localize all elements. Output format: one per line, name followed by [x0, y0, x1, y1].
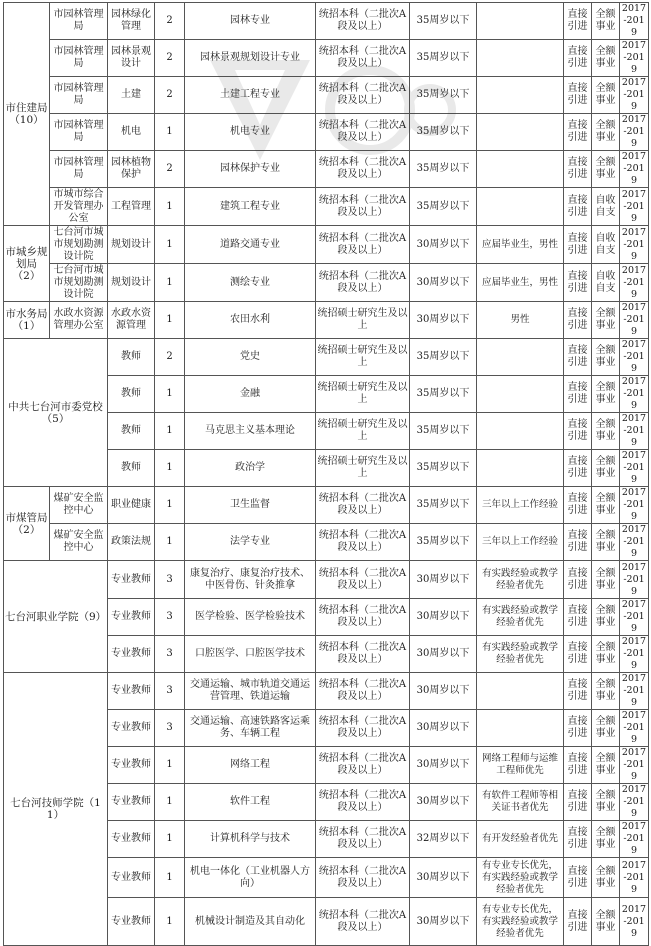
count-cell: 3	[155, 710, 185, 747]
education-cell: 统招本科（二批次A段及以上）	[316, 561, 410, 599]
method-cell: 直接引进	[564, 599, 592, 636]
post-cell: 专业教师	[108, 636, 155, 673]
funding-cell: 全额事业	[592, 710, 620, 747]
education-cell: 统招本科（二批次A段及以上）	[316, 188, 410, 226]
condition-cell	[477, 710, 564, 747]
major-cell: 机械设计制造及其自动化	[185, 898, 316, 946]
department-cell: 市水务局（1）	[4, 302, 50, 339]
count-cell: 1	[155, 524, 185, 561]
education-cell: 统招本科（二批次A段及以上）	[316, 821, 410, 858]
years-cell: 2017-2019	[620, 821, 649, 858]
years-cell: 2017-2019	[620, 673, 649, 710]
education-cell: 统招本科（二批次A段及以上）	[316, 636, 410, 673]
funding-cell: 全额事业	[592, 40, 620, 77]
years-cell: 2017-2019	[620, 188, 649, 226]
count-cell: 2	[155, 339, 185, 376]
major-cell: 交通运输、城市轨道交通运营管理、铁道运输	[185, 673, 316, 710]
years-cell: 2017-2019	[620, 858, 649, 898]
years-cell: 2017-2019	[620, 413, 649, 450]
funding-cell: 全额事业	[592, 114, 620, 151]
education-cell: 统招本科（二批次A段及以上）	[316, 3, 410, 40]
table-row	[4, 114, 649, 151]
education-cell: 统招本科（二批次A段及以上）	[316, 673, 410, 710]
count-cell: 1	[155, 264, 185, 302]
condition-cell: 有实践经验或教学经验者优先	[477, 636, 564, 673]
funding-cell: 全额事业	[592, 858, 620, 898]
major-cell: 党史	[185, 339, 316, 376]
education-cell: 统招本科（二批次A段及以上）	[316, 710, 410, 747]
table-row	[4, 226, 649, 264]
count-cell: 1	[155, 858, 185, 898]
major-cell: 卫生监督	[185, 487, 316, 524]
condition-cell	[477, 3, 564, 40]
method-cell: 直接引进	[564, 376, 592, 413]
major-cell: 法学专业	[185, 524, 316, 561]
count-cell: 1	[155, 898, 185, 946]
table-row	[4, 302, 649, 339]
condition-cell: 有软件工程师等相关证书者优先	[477, 784, 564, 821]
education-cell: 统招硕士研究生及以上	[316, 376, 410, 413]
major-cell: 计算机科学与技术	[185, 821, 316, 858]
method-cell: 直接引进	[564, 710, 592, 747]
years-cell: 2017-2019	[620, 40, 649, 77]
method-cell: 直接引进	[564, 3, 592, 40]
post-cell: 专业教师	[108, 561, 155, 599]
table-row	[4, 3, 649, 40]
post-cell: 专业教师	[108, 784, 155, 821]
department-cell: 市住建局（10）	[4, 3, 50, 226]
funding-cell: 全额事业	[592, 898, 620, 946]
department-cell: 市煤管局（2）	[4, 487, 50, 561]
funding-cell: 自收自支	[592, 264, 620, 302]
funding-cell: 自收自支	[592, 188, 620, 226]
major-cell: 政治学	[185, 450, 316, 487]
age-cell: 35周岁以下	[410, 524, 477, 561]
recruitment-table	[3, 2, 649, 946]
method-cell: 直接引进	[564, 40, 592, 77]
age-cell: 30周岁以下	[410, 636, 477, 673]
count-cell: 1	[155, 821, 185, 858]
years-cell: 2017-2019	[620, 264, 649, 302]
age-cell: 35周岁以下	[410, 151, 477, 188]
years-cell: 2017-2019	[620, 487, 649, 524]
funding-cell: 全额事业	[592, 784, 620, 821]
major-cell: 道路交通专业	[185, 226, 316, 264]
condition-cell: 三年以上工作经验	[477, 524, 564, 561]
method-cell: 直接引进	[564, 302, 592, 339]
unit-cell: 市园林管理局	[50, 151, 108, 188]
age-cell: 30周岁以下	[410, 784, 477, 821]
funding-cell: 全额事业	[592, 413, 620, 450]
table-row	[4, 77, 649, 114]
years-cell: 2017-2019	[620, 339, 649, 376]
years-cell: 2017-2019	[620, 524, 649, 561]
post-cell: 规划设计	[108, 226, 155, 264]
major-cell: 土建工程专业	[185, 77, 316, 114]
unit-cell: 市园林管理局	[50, 77, 108, 114]
major-cell: 医学检验、医学检验技术	[185, 599, 316, 636]
post-cell: 园林绿化管理	[108, 3, 155, 40]
condition-cell: 应届毕业生，男性	[477, 264, 564, 302]
post-cell: 专业教师	[108, 599, 155, 636]
education-cell: 统招本科（二批次A段及以上）	[316, 226, 410, 264]
post-cell: 专业教师	[108, 747, 155, 784]
count-cell: 1	[155, 413, 185, 450]
department-cell: 七台河技师学院（11）	[4, 673, 108, 946]
count-cell: 1	[155, 784, 185, 821]
condition-cell: 有专业专长优先，有实践经验或教学经验者优先	[477, 898, 564, 946]
age-cell: 35周岁以下	[410, 3, 477, 40]
major-cell: 金融	[185, 376, 316, 413]
department-cell: 市城乡规划局（2）	[4, 226, 50, 302]
education-cell: 统招本科（二批次A段及以上）	[316, 898, 410, 946]
method-cell: 直接引进	[564, 784, 592, 821]
unit-cell: 市园林管理局	[50, 114, 108, 151]
years-cell: 2017-2019	[620, 77, 649, 114]
education-cell: 统招本科（二批次A段及以上）	[316, 599, 410, 636]
count-cell: 2	[155, 40, 185, 77]
age-cell: 35周岁以下	[410, 339, 477, 376]
unit-cell: 七台河市城市规划勘测设计院	[50, 226, 108, 264]
post-cell: 工程管理	[108, 188, 155, 226]
method-cell: 直接引进	[564, 636, 592, 673]
age-cell: 35周岁以下	[410, 77, 477, 114]
condition-cell: 有实践经验或教学经验者优先	[477, 599, 564, 636]
count-cell: 2	[155, 77, 185, 114]
age-cell: 30周岁以下	[410, 264, 477, 302]
major-cell: 农田水利	[185, 302, 316, 339]
method-cell: 直接引进	[564, 226, 592, 264]
major-cell: 交通运输、高速铁路客运乘务、车辆工程	[185, 710, 316, 747]
years-cell: 2017-2019	[620, 114, 649, 151]
condition-cell: 应届毕业生，男性	[477, 226, 564, 264]
funding-cell: 全额事业	[592, 636, 620, 673]
table-row	[4, 487, 649, 524]
age-cell: 30周岁以下	[410, 226, 477, 264]
education-cell: 统招硕士研究生及以上	[316, 302, 410, 339]
post-cell: 规划设计	[108, 264, 155, 302]
age-cell: 35周岁以下	[410, 40, 477, 77]
post-cell: 园林景观设计	[108, 40, 155, 77]
age-cell: 30周岁以下	[410, 302, 477, 339]
funding-cell: 全额事业	[592, 77, 620, 114]
table-row	[4, 188, 649, 226]
funding-cell: 全额事业	[592, 151, 620, 188]
years-cell: 2017-2019	[620, 226, 649, 264]
education-cell: 统招本科（二批次A段及以上）	[316, 151, 410, 188]
count-cell: 1	[155, 226, 185, 264]
post-cell: 教师	[108, 339, 155, 376]
method-cell: 直接引进	[564, 339, 592, 376]
age-cell: 30周岁以下	[410, 561, 477, 599]
unit-cell: 七台河市城市规划勘测设计院	[50, 264, 108, 302]
method-cell: 直接引进	[564, 188, 592, 226]
count-cell: 1	[155, 188, 185, 226]
unit-cell: 煤矿安全监控中心	[50, 524, 108, 561]
funding-cell: 全额事业	[592, 821, 620, 858]
education-cell: 统招本科（二批次A段及以上）	[316, 40, 410, 77]
major-cell: 口腔医学、口腔医学技术	[185, 636, 316, 673]
method-cell: 直接引进	[564, 561, 592, 599]
years-cell: 2017-2019	[620, 450, 649, 487]
funding-cell: 全额事业	[592, 673, 620, 710]
unit-cell: 市城市综合开发管理办公室	[50, 188, 108, 226]
table-row	[4, 561, 649, 599]
age-cell: 35周岁以下	[410, 487, 477, 524]
years-cell: 2017-2019	[620, 636, 649, 673]
table-row	[4, 151, 649, 188]
count-cell: 1	[155, 487, 185, 524]
method-cell: 直接引进	[564, 450, 592, 487]
major-cell: 机电专业	[185, 114, 316, 151]
condition-cell	[477, 40, 564, 77]
method-cell: 直接引进	[564, 264, 592, 302]
count-cell: 3	[155, 561, 185, 599]
age-cell: 35周岁以下	[410, 413, 477, 450]
years-cell: 2017-2019	[620, 898, 649, 946]
condition-cell: 有实践经验或教学经验者优先	[477, 561, 564, 599]
major-cell: 园林保护专业	[185, 151, 316, 188]
method-cell: 直接引进	[564, 524, 592, 561]
condition-cell	[477, 339, 564, 376]
age-cell: 30周岁以下	[410, 710, 477, 747]
method-cell: 直接引进	[564, 858, 592, 898]
table-row	[4, 524, 649, 561]
condition-cell: 有专业专长优先，有实践经验或教学经验者优先	[477, 858, 564, 898]
education-cell: 统招本科（二批次A段及以上）	[316, 487, 410, 524]
method-cell: 直接引进	[564, 747, 592, 784]
education-cell: 统招硕士研究生及以上	[316, 450, 410, 487]
count-cell: 1	[155, 450, 185, 487]
major-cell: 康复治疗、康复治疗技术、中医骨伤、针灸推拿	[185, 561, 316, 599]
age-cell: 30周岁以下	[410, 858, 477, 898]
education-cell: 统招本科（二批次A段及以上）	[316, 524, 410, 561]
condition-cell	[477, 376, 564, 413]
years-cell: 2017-2019	[620, 302, 649, 339]
funding-cell: 全额事业	[592, 339, 620, 376]
unit-cell: 市园林管理局	[50, 3, 108, 40]
funding-cell: 全额事业	[592, 450, 620, 487]
funding-cell: 全额事业	[592, 599, 620, 636]
method-cell: 直接引进	[564, 821, 592, 858]
age-cell: 35周岁以下	[410, 450, 477, 487]
education-cell: 统招本科（二批次A段及以上）	[316, 858, 410, 898]
condition-cell	[477, 450, 564, 487]
years-cell: 2017-2019	[620, 747, 649, 784]
method-cell: 直接引进	[564, 151, 592, 188]
condition-cell	[477, 673, 564, 710]
education-cell: 统招硕士研究生及以上	[316, 339, 410, 376]
major-cell: 网络工程	[185, 747, 316, 784]
count-cell: 1	[155, 114, 185, 151]
department-cell: 七台河职业学院（9）	[4, 561, 108, 673]
funding-cell: 全额事业	[592, 3, 620, 40]
age-cell: 30周岁以下	[410, 747, 477, 784]
age-cell: 32周岁以下	[410, 821, 477, 858]
funding-cell: 全额事业	[592, 376, 620, 413]
table-row	[4, 264, 649, 302]
years-cell: 2017-2019	[620, 784, 649, 821]
post-cell: 土建	[108, 77, 155, 114]
condition-cell	[477, 188, 564, 226]
table-row	[4, 673, 649, 710]
count-cell: 1	[155, 302, 185, 339]
major-cell: 机电一体化（工业机器人方向）	[185, 858, 316, 898]
major-cell: 软件工程	[185, 784, 316, 821]
post-cell: 专业教师	[108, 710, 155, 747]
education-cell: 统招本科（二批次A段及以上）	[316, 264, 410, 302]
table-row	[4, 40, 649, 77]
post-cell: 教师	[108, 413, 155, 450]
count-cell: 2	[155, 3, 185, 40]
age-cell: 35周岁以下	[410, 188, 477, 226]
age-cell: 35周岁以下	[410, 114, 477, 151]
unit-cell: 市园林管理局	[50, 40, 108, 77]
years-cell: 2017-2019	[620, 561, 649, 599]
post-cell: 职业健康	[108, 487, 155, 524]
unit-cell: 煤矿安全监控中心	[50, 487, 108, 524]
major-cell: 马克思主义基本理论	[185, 413, 316, 450]
condition-cell	[477, 413, 564, 450]
condition-cell	[477, 151, 564, 188]
method-cell: 直接引进	[564, 898, 592, 946]
funding-cell: 全额事业	[592, 524, 620, 561]
years-cell: 2017-2019	[620, 710, 649, 747]
years-cell: 2017-2019	[620, 151, 649, 188]
method-cell: 直接引进	[564, 114, 592, 151]
funding-cell: 自收自支	[592, 226, 620, 264]
post-cell: 专业教师	[108, 898, 155, 946]
count-cell: 2	[155, 151, 185, 188]
major-cell: 园林专业	[185, 3, 316, 40]
post-cell: 水政水资源管理	[108, 302, 155, 339]
years-cell: 2017-2019	[620, 3, 649, 40]
education-cell: 统招本科（二批次A段及以上）	[316, 747, 410, 784]
funding-cell: 全额事业	[592, 302, 620, 339]
post-cell: 专业教师	[108, 821, 155, 858]
count-cell: 3	[155, 599, 185, 636]
condition-cell: 三年以上工作经验	[477, 487, 564, 524]
post-cell: 机电	[108, 114, 155, 151]
department-cell: 中共七台河市委党校（5）	[4, 339, 108, 487]
condition-cell: 网络工程师与运维工程师优先	[477, 747, 564, 784]
funding-cell: 全额事业	[592, 747, 620, 784]
post-cell: 政策法规	[108, 524, 155, 561]
funding-cell: 全额事业	[592, 487, 620, 524]
post-cell: 专业教师	[108, 673, 155, 710]
count-cell: 3	[155, 673, 185, 710]
education-cell: 统招本科（二批次A段及以上）	[316, 77, 410, 114]
table-row	[4, 339, 649, 376]
age-cell: 30周岁以下	[410, 898, 477, 946]
method-cell: 直接引进	[564, 413, 592, 450]
years-cell: 2017-2019	[620, 376, 649, 413]
age-cell: 30周岁以下	[410, 673, 477, 710]
method-cell: 直接引进	[564, 487, 592, 524]
count-cell: 3	[155, 636, 185, 673]
major-cell: 测绘专业	[185, 264, 316, 302]
method-cell: 直接引进	[564, 673, 592, 710]
funding-cell: 全额事业	[592, 561, 620, 599]
condition-cell	[477, 114, 564, 151]
education-cell: 统招本科（二批次A段及以上）	[316, 784, 410, 821]
age-cell: 30周岁以下	[410, 599, 477, 636]
post-cell: 园林植物保护	[108, 151, 155, 188]
education-cell: 统招本科（二批次A段及以上）	[316, 114, 410, 151]
post-cell: 专业教师	[108, 858, 155, 898]
unit-cell: 水政水资源管理办公室	[50, 302, 108, 339]
count-cell: 1	[155, 376, 185, 413]
age-cell: 35周岁以下	[410, 376, 477, 413]
post-cell: 教师	[108, 376, 155, 413]
condition-cell: 男性	[477, 302, 564, 339]
major-cell: 园林景观规划设计专业	[185, 40, 316, 77]
count-cell: 1	[155, 747, 185, 784]
post-cell: 教师	[108, 450, 155, 487]
condition-cell	[477, 77, 564, 114]
years-cell: 2017-2019	[620, 599, 649, 636]
method-cell: 直接引进	[564, 77, 592, 114]
major-cell: 建筑工程专业	[185, 188, 316, 226]
education-cell: 统招硕士研究生及以上	[316, 413, 410, 450]
condition-cell: 有开发经验者优先	[477, 821, 564, 858]
